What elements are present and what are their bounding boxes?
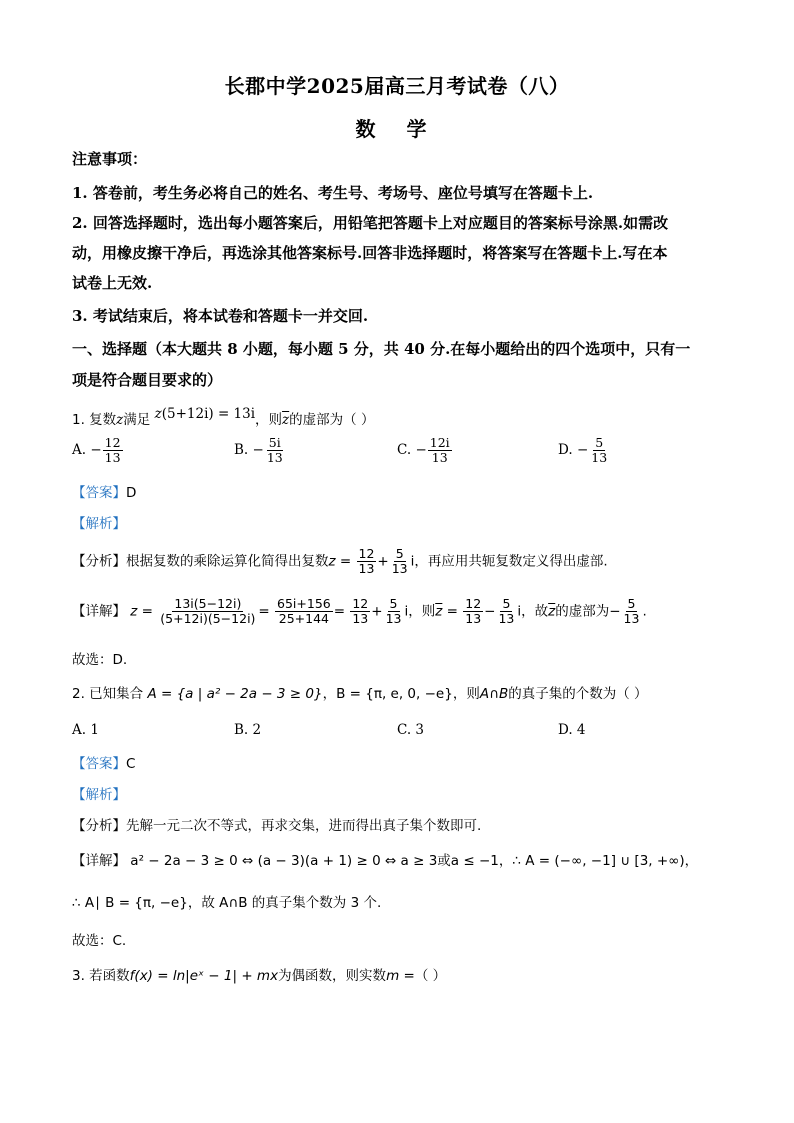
q1-choose: 故选：D.	[72, 652, 128, 668]
q2-detail-2: ∴ A∣ B = {π, −e}，故 A∩B 的真子集个数为 3 个.	[72, 895, 382, 911]
q2-stem: 2. 已知集合 A = {a | a² − 2a − 3 ≥ 0}，B = {π, e, 0, −e}，则A∩B的真子集的个数为（ ）	[72, 686, 648, 702]
notice-heading: 注意事项：	[72, 150, 148, 168]
q2-choose: 故选：C.	[72, 933, 127, 949]
section-heading-line-1: 一、选择题（本大题共 8 小题，每小题 5 分，共 40 分.在每小题给出的四个选项中，只有一	[72, 340, 691, 358]
q1-answer: 【答案】D	[72, 485, 137, 501]
q2-option-d: D. 4	[558, 722, 586, 738]
exam-title: 长郡中学2025届高三月考试卷（八）	[224, 74, 570, 98]
q2-option-c: C. 3	[397, 722, 425, 738]
notice-item-3: 3. 考试结束后，将本试卷和答题卡一并交回.	[72, 307, 369, 325]
q1-option-c: C. − $\frac{12i}{13}$	[397, 435, 450, 465]
notice-item-2-line-3: 试卷上无效.	[72, 274, 153, 292]
q1-stem: 1. 复数z满足 z(5+12i) = 13i，则$\overline{z}$的虚部为（ ）	[72, 406, 375, 428]
notice-item-2-line-2: 动，用橡皮擦干净后，再选涂其他答案标号.回答非选择题时，将答案写在答题卡上.写在本	[72, 244, 668, 262]
q1-equation: (5+12i) = 13i	[161, 406, 256, 422]
subject-title: 数 学	[355, 117, 439, 141]
q2-fenxi: 【分析】先解一元二次不等式，再求交集，进而得出真子集个数即可.	[72, 818, 482, 834]
q1-option-b: B. − $\frac{5i}{13}$	[234, 435, 283, 465]
q2-option-b: B. 2	[234, 722, 262, 738]
q3-stem: 3. 若函数f(x) = ln|eˣ − 1| + mx为偶函数，则实数m =（ ）	[72, 968, 447, 984]
q1-fenxi: 【分析】根据复数的乘除运算化简得出复数z = $\frac{12}{13}$ + $\frac{5}{13}$ i，再应用共轭复数定义得出虚部.	[72, 546, 608, 576]
q2-detail-1: 【详解】 a² − 2a − 3 ≥ 0 ⇔ (a − 3)(a + 1) ≥ 0 ⇔ a ≥ 3或a ≤ −1，∴ A = (−∞, −1] ∪ [3, +∞)，	[72, 853, 699, 869]
q2-analysis-tag: 【解析】	[72, 787, 126, 803]
q1-detail: 【详解】 z = $\frac{13i(5-12i)}{(5+12i)(5-12i)}$ = $\frac{65i+156}{25+144}$ = $\frac{12}{13}$ + $\frac{5}{13}$ i，则$\overline{z}$ = $\frac{12}{13}$ − $\frac{5}{13}$ i，故$\overline{z}$的虚部为− $\frac{5}{13}$ .	[72, 596, 647, 626]
notice-item-2-line-1: 2. 回答选择题时，选出每小题答案后，用铅笔把答题卡上对应题目的答案标号涂黑.如需改	[72, 214, 669, 232]
notice-item-1: 1. 答卷前，考生务必将自己的姓名、考生号、考场号、座位号填写在答题卡上.	[72, 184, 594, 202]
q2-answer: 【答案】C	[72, 756, 136, 772]
q1-option-a: A. − $\frac{12}{13}$	[72, 435, 121, 465]
q1-analysis-tag: 【解析】	[72, 516, 126, 532]
q1-option-d: D. − $\frac{5}{13}$	[558, 435, 608, 465]
section-heading-line-2: 项是符合题目要求的）	[72, 371, 223, 389]
q2-option-a: A. 1	[72, 722, 99, 738]
